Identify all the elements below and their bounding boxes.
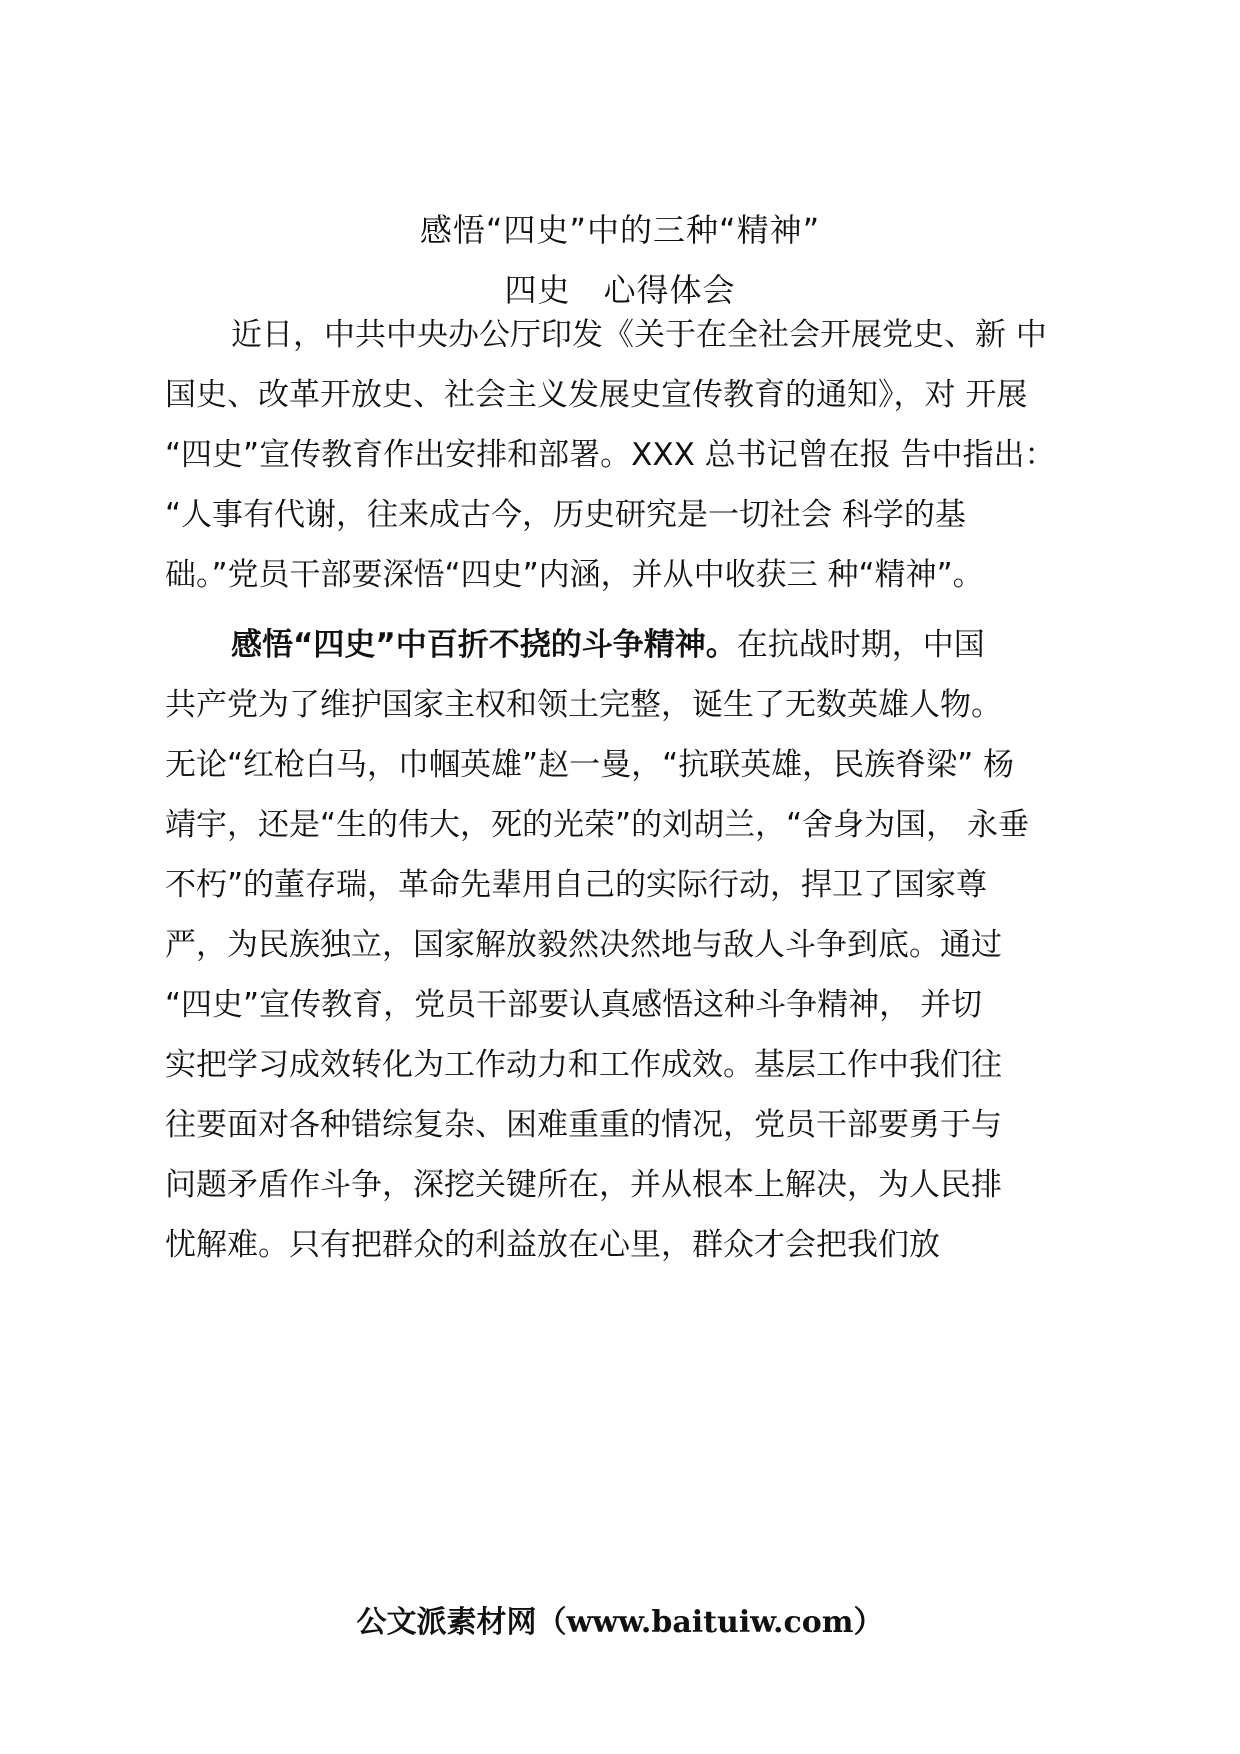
paragraph-intro xyxy=(165,305,1105,605)
paragraph-line: 无论“红枪白马，巾帼英雄”赵一曼，“抗联英雄，民族脊梁” 杨 xyxy=(165,747,1015,783)
paragraph-line: 往要面对各种错综复杂、困难重重的情况，党员干部要勇于与 xyxy=(165,1107,1002,1143)
paragraph-line: 国史、改革开放史、社会主义发展史宣传教育的通知》，对 开展 xyxy=(165,377,1028,413)
paragraph-line: 靖宇，还是“生的伟大，死的光荣”的刘胡兰，“舍身为国， 永垂 xyxy=(165,807,1030,843)
paragraph-line: 实把学习成效转化为工作动力和工作成效。基层工作中我们往 xyxy=(165,1047,1002,1083)
paragraph-text: 在抗战时期，中国 xyxy=(736,627,985,663)
paragraph-line: “四史”宣传教育作出安排和部署。XXX 总书记曾在报 告中指出： xyxy=(165,437,1056,473)
paragraph-line: 严，为民族独立，国家解放毅然决然地与敌人斗争到底。通过 xyxy=(165,927,1002,963)
paragraph-struggle-spirit xyxy=(165,615,1105,1275)
paragraph-line: 础。”党员干部要深悟“四史”内涵，并从中收获三 种“精神”。 xyxy=(165,557,984,593)
document-subtitle: 四史 心得体会 xyxy=(504,271,736,309)
document-title: 感悟“四史”中的三种“精神” xyxy=(419,211,821,249)
paragraph-line: 共产党为了维护国家主权和领土完整，诞生了无数英雄人物。 xyxy=(165,687,1002,723)
section-heading: 感悟“四史”中百折不挠的斗争精神。 xyxy=(231,627,737,663)
paragraph-line: “人事有代谢，往来成古今，历史研究是一切社会 科学的基 xyxy=(165,497,966,533)
paragraph-line: 不朽”的董存瑞，革命先辈用自己的实际行动，捍卫了国家尊 xyxy=(165,867,988,903)
paragraph-line: 忧解难。只有把群众的利益放在心里，群众才会把我们放 xyxy=(165,1227,940,1263)
paragraph-first-line xyxy=(165,615,1105,675)
paragraph-line: 问题矛盾作斗争，深挖关键所在，并从根本上解决，为人民排 xyxy=(165,1167,1002,1203)
paragraph-line: “四史”宣传教育，党员干部要认真感悟这种斗争精神， 并切 xyxy=(165,987,982,1023)
footer-watermark: 公文派素材网（www.baituiw.com） xyxy=(356,1605,884,1640)
paragraph-line: 近日，中共中央办公厅印发《关于在全社会开展党史、新 中 xyxy=(231,317,1047,353)
